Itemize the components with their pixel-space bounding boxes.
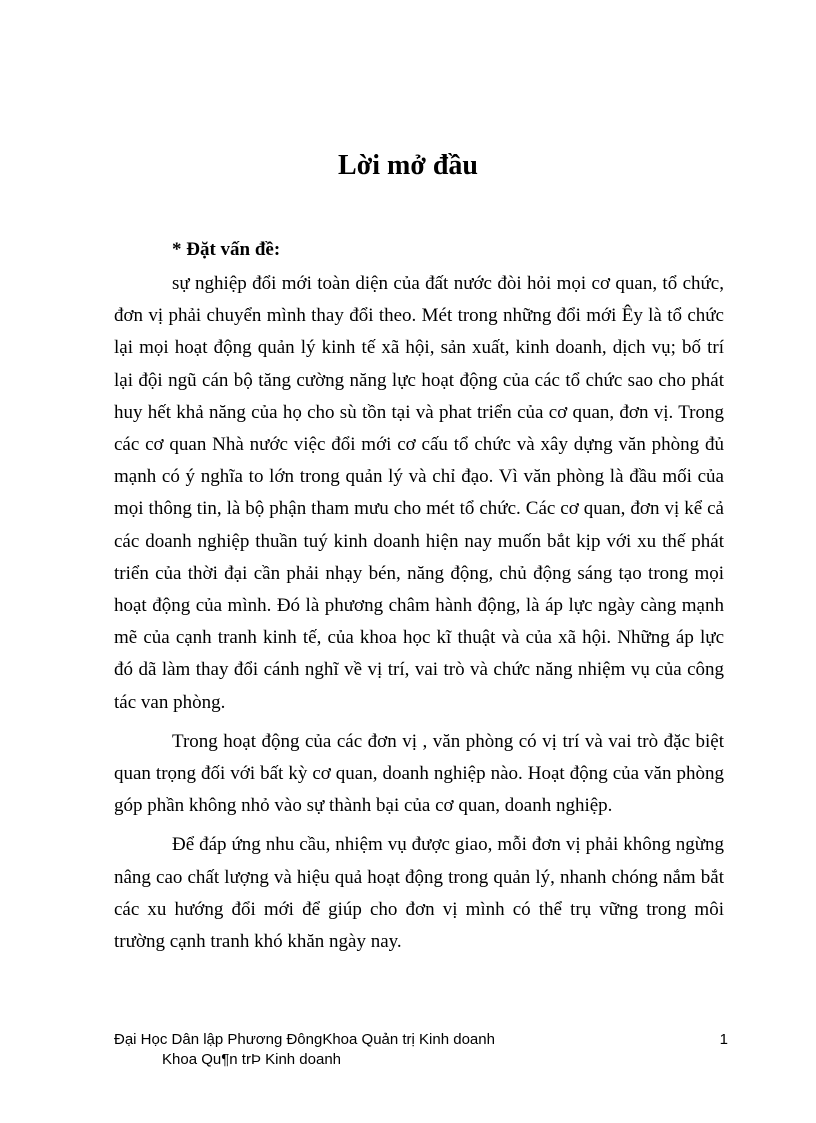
page-footer (114, 1030, 728, 1070)
document-body (114, 268, 724, 965)
page-number: 1 (719, 1031, 728, 1048)
body-paragraph: Để đáp ứng nhu cầu, nhiệm vụ được giao, mỗi đơn vị phải không ngừng nâng cao chất lượng và hiệu quả hoạt động trong quản lý, nhanh chóng nắm bắt các xu hướng đổi mới để giúp cho đơn vị mình có thể trụ vững trong môi trường cạnh tranh khó khăn ngày nay. (114, 834, 724, 953)
page-title: Lời mở đầu (338, 150, 478, 181)
footer-institution: Đại Học Dân lập Phương ĐôngKhoa Quản trị Kinh doanh (114, 1031, 495, 1048)
section-heading: * Đặt vấn đề: (172, 239, 281, 260)
body-paragraph: sự nghiệp đổi mới toàn diện của đất nước đòi hỏi mọi cơ quan, tổ chức, đơn vị phải chuyển mình thay đổi theo. Mét trong những đổi mới Êy là tổ chức lại mọi hoạt động quản lý kinh tế xã hội, sản xuất, kinh doanh, dịch vụ; bố trí lại đội ngũ cán bộ tăng cường năng lực hoạt động của các tổ chức sao cho phát huy hết khả năng của họ cho sù tồn tại và phat triển của cơ quan, đơn vị. Trong các cơ quan Nhà nước việc đổi mới cơ cấu tổ chức và xây dựng văn phòng đủ mạnh có ý nghĩa to lớn trong quản lý và chỉ đạo. Vì văn phòng là đầu mối của mọi thông tin, là bộ phận tham mưu cho mét tổ chức. Các cơ quan, đơn vị kể cả các doanh nghiệp thuần tuý kinh doanh hiện nay muốn bắt kịp với xu thế phát triển của thời đại cần phải nhạy bén, năng động, chủ động sáng tạo trong mọi hoạt động của mình. Đó là phương châm hành động, là áp lực ngày càng mạnh mẽ của cạnh tranh kinh tế, của khoa học kĩ thuật và của xã hội. Những áp lực đó dã làm thay đổi cánh nghĩ về vị trí, vai trò và chức năng nhiệm vụ của công tác van phòng. (114, 273, 724, 713)
footer-department: Khoa Qu¶n trÞ Kinh doanh (162, 1051, 342, 1068)
body-paragraph: Trong hoạt động của các đơn vị , văn phòng có vị trí và vai trò đặc biệt quan trọng đối với bất kỳ cơ quan, doanh nghiệp nào. Hoạt động của văn phòng góp phần không nhỏ vào sự thành bại của cơ quan, doanh nghiệp. (114, 730, 724, 817)
